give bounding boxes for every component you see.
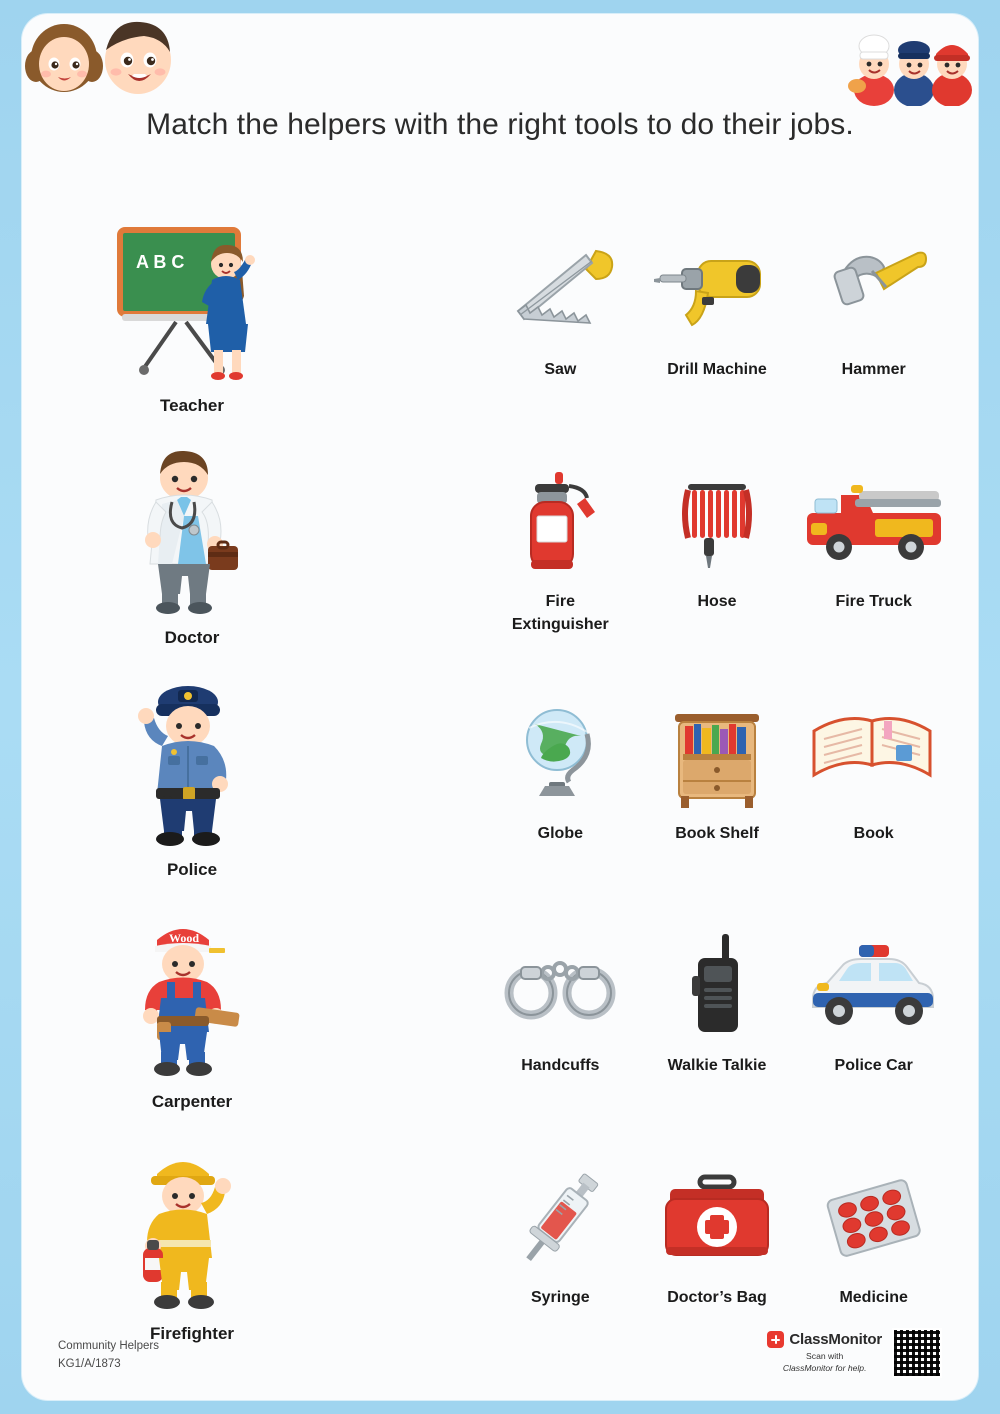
scan-line-1: Scan with — [806, 1351, 844, 1362]
handcuffs-icon — [495, 932, 625, 1042]
helper-item-doctor[interactable] — [62, 416, 322, 648]
footer-brand — [767, 1328, 942, 1378]
helpers-illustration-right — [846, 16, 976, 106]
helper-label: Police — [166, 860, 218, 879]
scan-line-2: ClassMonitor for help. — [782, 1363, 867, 1373]
helper-label: Firefighter — [149, 1324, 235, 1343]
footer-code: KG1/A/1873 — [58, 1358, 121, 1371]
tool-item-hammer[interactable] — [795, 214, 952, 446]
tool-row — [482, 214, 952, 446]
hose-icon — [662, 468, 772, 578]
svg-text:Wood: Wood — [169, 931, 200, 945]
tool-row — [482, 910, 952, 1142]
police-car-icon — [799, 932, 949, 1042]
helper-item-carpenter[interactable] — [62, 880, 322, 1112]
book-shelf-icon — [657, 700, 777, 810]
tool-item-drill-machine[interactable] — [639, 214, 796, 446]
brand-block — [767, 1331, 882, 1374]
kids-illustration-left — [22, 14, 202, 110]
tool-item-saw[interactable] — [482, 214, 639, 446]
fire-extinguisher-icon — [505, 468, 615, 578]
helper-item-police[interactable] — [62, 648, 322, 880]
saw-icon — [500, 236, 620, 346]
tool-row — [482, 678, 952, 910]
teacher-icon — [102, 216, 282, 386]
doctor-icon — [122, 448, 262, 618]
qr-code-icon[interactable] — [892, 1328, 942, 1378]
syringe-icon — [505, 1164, 615, 1274]
helper-item-firefighter[interactable] — [62, 1112, 322, 1344]
tool-label: Book Shelf — [675, 825, 759, 842]
tool-item-book-shelf[interactable] — [639, 678, 796, 910]
drill-machine-icon — [652, 236, 782, 346]
tool-label: Medicine — [839, 1289, 908, 1306]
tools-column — [482, 214, 952, 1374]
page-title: Match the helpers with the right tools to do their jobs. — [146, 108, 854, 141]
tool-label: Police Car — [834, 1057, 913, 1074]
tool-item-police-car[interactable] — [795, 910, 952, 1142]
helper-label: Carpenter — [151, 1092, 233, 1111]
tool-item-hose[interactable] — [639, 446, 796, 678]
tool-label: Globe — [537, 825, 583, 842]
tool-item-fire-truck[interactable] — [795, 446, 952, 678]
tool-label: Walkie Talkie — [667, 1057, 767, 1074]
tool-label: Fire Truck — [835, 593, 912, 610]
fire-truck-icon — [799, 468, 949, 578]
helper-label: Teacher — [160, 396, 224, 415]
globe-icon — [505, 700, 615, 810]
carpenter-icon — [117, 912, 267, 1082]
worksheet-sheet — [22, 14, 978, 1400]
helper-label: Doctor — [164, 628, 220, 647]
tool-label: Doctor’s Bag — [667, 1289, 767, 1306]
brand-name: ClassMonitor — [789, 1331, 882, 1349]
tool-label: Drill Machine — [667, 361, 767, 378]
medicine-icon — [809, 1164, 939, 1274]
svg-text:A B C: A B C — [136, 252, 185, 272]
tool-item-fire-extinguisher[interactable] — [482, 446, 639, 678]
tool-item-syringe[interactable] — [482, 1142, 639, 1374]
tool-item-book[interactable] — [795, 678, 952, 910]
police-icon — [122, 680, 262, 850]
classmonitor-logo-icon — [767, 1331, 784, 1348]
doctors-bag-icon — [652, 1164, 782, 1274]
footer-meta — [58, 1338, 159, 1374]
scan-instructions — [767, 1351, 882, 1374]
brand-logo-row — [767, 1331, 882, 1348]
tool-label: Hose — [697, 593, 737, 610]
tool-label: Saw — [544, 361, 577, 378]
tool-label: Fire Extinguisher — [511, 593, 609, 634]
tool-label: Hammer — [841, 361, 906, 378]
tool-row — [482, 446, 952, 678]
tool-item-globe[interactable] — [482, 678, 639, 910]
helpers-column — [62, 184, 322, 1344]
firefighter-icon — [117, 1144, 267, 1314]
book-icon — [804, 700, 944, 810]
tool-label: Book — [853, 825, 894, 842]
tool-item-walkie-talkie[interactable] — [639, 910, 796, 1142]
footer-topic: Community Helpers — [58, 1340, 159, 1353]
tool-label: Syringe — [530, 1289, 590, 1306]
hammer-icon — [814, 236, 934, 346]
walkie-talkie-icon — [672, 932, 762, 1042]
helper-item-teacher[interactable] — [62, 184, 322, 416]
tool-label: Handcuffs — [521, 1057, 600, 1074]
tool-item-handcuffs[interactable] — [482, 910, 639, 1142]
